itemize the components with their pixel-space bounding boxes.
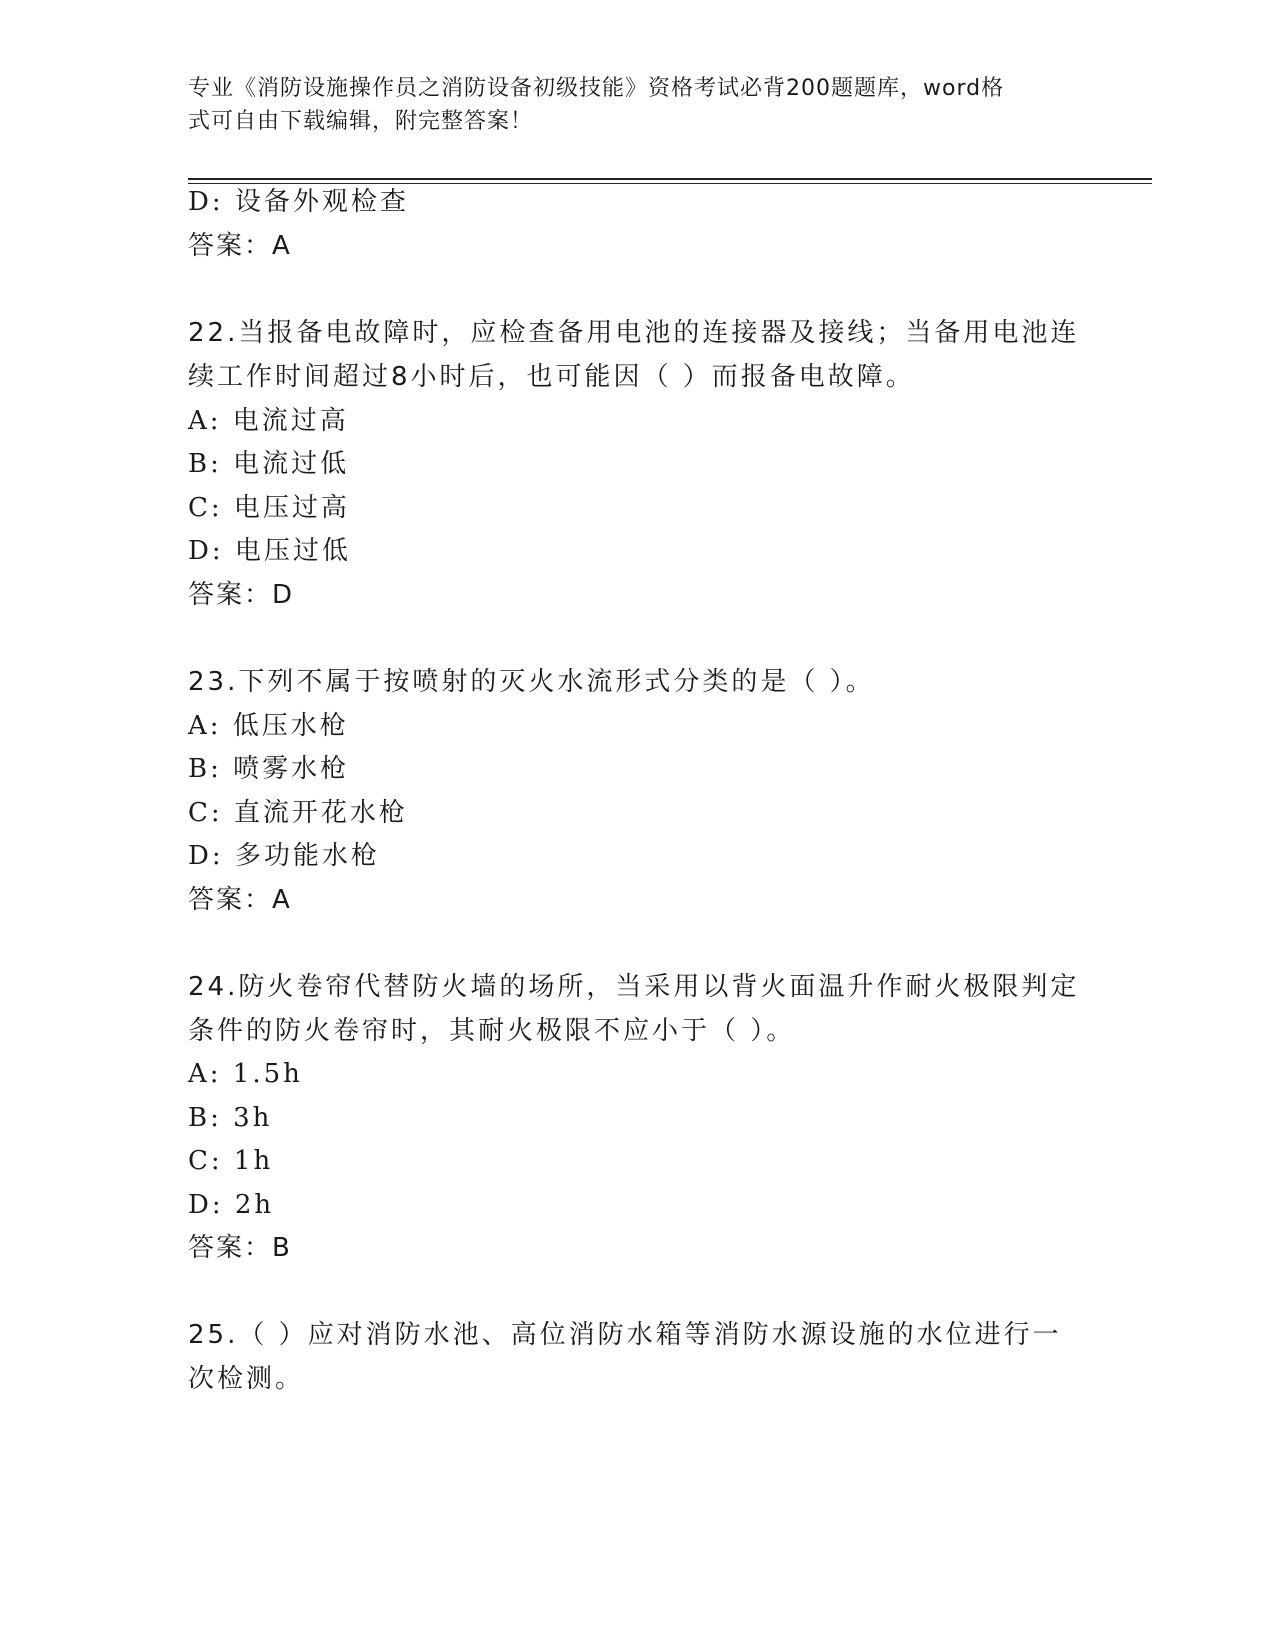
q22-option-b: B: 电流过低 xyxy=(188,449,350,479)
header-line-1: 专业《消防设施操作员之消防设备初级技能》资格考试必背200题题库，word格 xyxy=(188,76,1005,101)
q25-stem-line-1: 25.（ ）应对消防水池、高位消防水箱等消防水源设施的水位进行一 xyxy=(188,1320,1062,1350)
q24-stem-line-1: 24.防火卷帘代替防火墙的场所，当采用以背火面温升作耐火极限判定 xyxy=(188,972,1080,1002)
q23-option-b: B: 喷雾水枪 xyxy=(188,754,350,784)
q22-option-d: D: 电压过低 xyxy=(188,536,351,566)
q23-option-c: C: 直流开花水枪 xyxy=(188,798,408,828)
q23-stem-line-1: 23.下列不属于按喷射的灭火水流形式分类的是（ ）。 xyxy=(188,667,875,697)
q25-stem-line-2: 次检测。 xyxy=(188,1364,305,1394)
q24-option-b: B: 3h xyxy=(188,1103,273,1133)
q24-answer: 答案：B xyxy=(188,1233,292,1263)
q23-answer: 答案：A xyxy=(188,885,292,915)
q22-answer: 答案：D xyxy=(188,580,295,610)
q22-option-a: A: 电流过高 xyxy=(188,406,349,436)
q22-stem-line-2: 续工作时间超过8小时后，也可能因（ ）而报备电故障。 xyxy=(188,362,915,392)
q24-option-d: D: 2h xyxy=(188,1190,275,1220)
header-divider-thick xyxy=(188,178,1152,180)
header-line-2: 式可自由下载编辑，附完整答案！ xyxy=(188,109,534,134)
q23-option-a: A: 低压水枪 xyxy=(188,711,349,741)
q24-stem-line-2: 条件的防火卷帘时，其耐火极限不应小于（ ）。 xyxy=(188,1016,796,1046)
q22-stem-line-1: 22.当报备电故障时，应检查备用电池的连接器及接线；当备用电池连 xyxy=(188,318,1080,348)
q23-option-d: D: 多功能水枪 xyxy=(188,841,380,871)
q21-option-d: D: 设备外观检查 xyxy=(188,187,409,217)
q24-option-a: A: 1.5h xyxy=(188,1059,303,1089)
header-divider-thin xyxy=(188,183,1152,184)
q24-option-c: C: 1h xyxy=(188,1146,274,1176)
q22-option-c: C: 电压过高 xyxy=(188,493,350,523)
document-header xyxy=(188,72,1068,138)
q21-answer: 答案：A xyxy=(188,231,292,261)
